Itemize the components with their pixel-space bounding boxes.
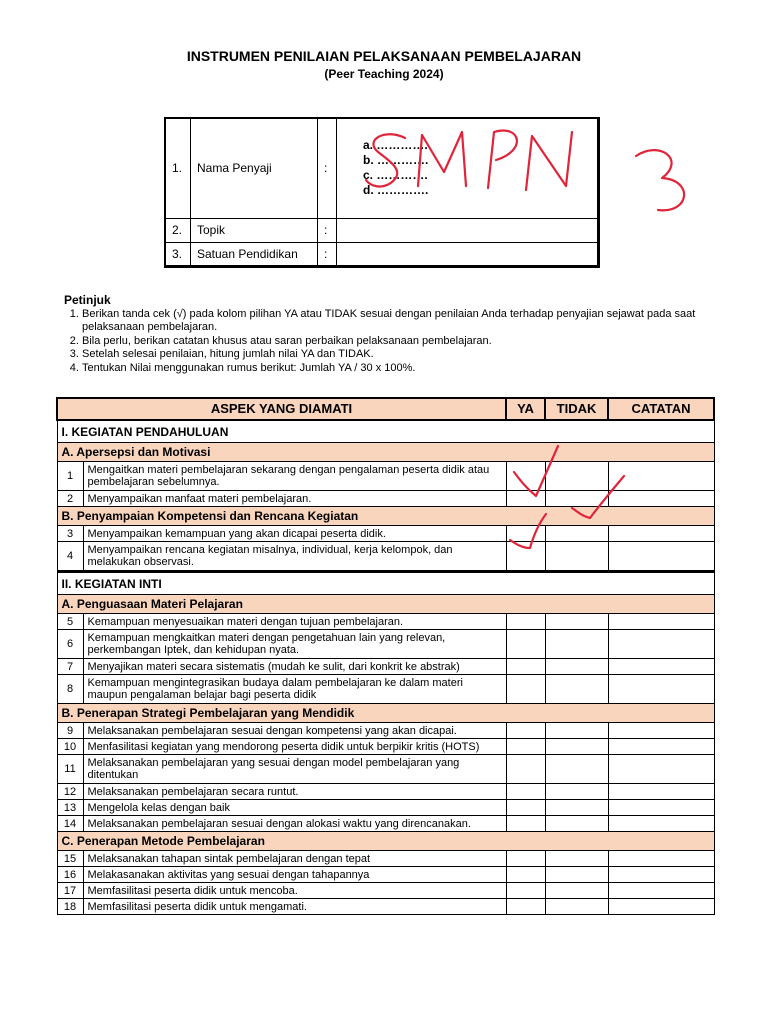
tidak-cell[interactable] xyxy=(545,462,608,491)
subsection-row xyxy=(57,832,714,851)
subsection-row xyxy=(57,595,714,614)
tidak-cell[interactable] xyxy=(545,867,608,883)
tidak-cell[interactable] xyxy=(545,659,608,675)
catatan-cell[interactable] xyxy=(608,526,714,542)
ya-cell[interactable] xyxy=(506,723,545,739)
tidak-cell[interactable] xyxy=(545,675,608,704)
tidak-cell[interactable] xyxy=(545,630,608,659)
table-row xyxy=(57,883,714,899)
item-number: 1 xyxy=(57,462,83,491)
item-text: Kemampuan menyesuaikan materi dengan tujuan pembelajaran. xyxy=(83,614,506,630)
item-number: 15 xyxy=(57,851,83,867)
table-row xyxy=(57,723,714,739)
ya-cell[interactable] xyxy=(506,630,545,659)
ya-cell[interactable] xyxy=(506,491,545,507)
table-row xyxy=(57,899,714,915)
ya-cell[interactable] xyxy=(506,851,545,867)
ya-cell[interactable] xyxy=(506,867,545,883)
ya-cell[interactable] xyxy=(506,542,545,572)
tidak-cell[interactable] xyxy=(545,816,608,832)
topic-field[interactable] xyxy=(337,218,599,242)
tidak-cell[interactable] xyxy=(545,491,608,507)
header-catatan: CATATAN xyxy=(608,398,714,420)
name-field[interactable] xyxy=(337,118,599,218)
table-row xyxy=(57,800,714,816)
table-row xyxy=(57,491,714,507)
subsection-title: A. Penguasaan Materi Pelajaran xyxy=(57,595,714,614)
header-ya: YA xyxy=(506,398,545,420)
table-row xyxy=(57,867,714,883)
ya-cell[interactable] xyxy=(506,659,545,675)
tidak-cell[interactable] xyxy=(545,883,608,899)
item-text: Memfasilitasi peserta didik untuk mengamati. xyxy=(83,899,506,915)
item-text: Menyampaikan rencana kegiatan misalnya, individual, kerja kelompok, dan melakukan observasi. xyxy=(83,542,506,572)
item-number: 7 xyxy=(57,659,83,675)
colon: : xyxy=(318,242,337,266)
item-number: 18 xyxy=(57,899,83,915)
item-text: Menyajikan materi secara sistematis (mudah ke sulit, dari konkrit ke abstrak) xyxy=(83,659,506,675)
subsection-title: B. Penerapan Strategi Pembelajaran yang Mendidik xyxy=(57,704,714,723)
row-number: 3. xyxy=(165,242,191,266)
table-row xyxy=(57,851,714,867)
ya-cell[interactable] xyxy=(506,899,545,915)
row-number: 1. xyxy=(165,118,191,218)
ya-cell[interactable] xyxy=(506,755,545,784)
item-number: 11 xyxy=(57,755,83,784)
name-option: c. …………. xyxy=(363,168,428,183)
item-number: 2 xyxy=(57,491,83,507)
document-subtitle: (Peer Teaching 2024) xyxy=(324,67,444,81)
tidak-cell[interactable] xyxy=(545,851,608,867)
item-number: 12 xyxy=(57,784,83,800)
instruction-item: 2. Bila perlu, berikan catatan khusus atau saran perbaikan pelaksanaan pembelajaran. xyxy=(82,335,724,349)
instruction-item: 3. Setelah selesai penilaian, hitung jumlah nilai YA dan TIDAK. xyxy=(82,348,724,362)
assessment-table xyxy=(56,397,715,915)
school-field[interactable] xyxy=(337,242,599,266)
ya-cell[interactable] xyxy=(506,675,545,704)
ya-cell[interactable] xyxy=(506,614,545,630)
ya-cell[interactable] xyxy=(506,462,545,491)
catatan-cell[interactable] xyxy=(608,630,714,659)
item-number: 5 xyxy=(57,614,83,630)
section-row xyxy=(57,572,714,595)
school-label: Satuan Pendidikan xyxy=(191,242,318,266)
name-option: b. …………. xyxy=(363,153,429,168)
table-header xyxy=(57,398,714,420)
subsection-row xyxy=(57,443,714,462)
name-option: a. …………. xyxy=(363,138,428,153)
item-text: Kemampuan mengkaitkan materi dengan pengetahuan lain yang relevan, perkembangan Iptek, dan kehidupan nyata. xyxy=(83,630,506,659)
identity-row-school xyxy=(165,242,599,266)
instruction-item: 4. Tentukan Nilai menggunakan rumus berikut: Jumlah YA / 30 x 100%. xyxy=(82,362,724,376)
catatan-cell[interactable] xyxy=(608,755,714,784)
tidak-cell[interactable] xyxy=(545,723,608,739)
tidak-cell[interactable] xyxy=(545,899,608,915)
item-text: Memfasilitasi peserta didik untuk mencoba. xyxy=(83,883,506,899)
item-text: Melaksanakan pembelajaran yang sesuai dengan model pembelajaran yang ditentukan xyxy=(83,755,506,784)
instructions-heading: Petinjuk xyxy=(64,293,111,307)
tidak-cell[interactable] xyxy=(545,614,608,630)
tidak-cell[interactable] xyxy=(545,800,608,816)
catatan-cell[interactable] xyxy=(608,723,714,739)
table-row xyxy=(57,675,714,704)
item-number: 13 xyxy=(57,800,83,816)
colon: : xyxy=(318,118,337,218)
header-tidak: TIDAK xyxy=(545,398,608,420)
catatan-cell[interactable] xyxy=(608,883,714,899)
item-text: Mengelola kelas dengan baik xyxy=(83,800,506,816)
ya-cell[interactable] xyxy=(506,883,545,899)
ya-cell[interactable] xyxy=(506,739,545,755)
item-number: 3 xyxy=(57,526,83,542)
item-number: 17 xyxy=(57,883,83,899)
row-number: 2. xyxy=(165,218,191,242)
ya-cell[interactable] xyxy=(506,784,545,800)
name-options xyxy=(343,138,591,198)
table-row xyxy=(57,462,714,491)
table-row xyxy=(57,816,714,832)
catatan-cell[interactable] xyxy=(608,851,714,867)
section-row xyxy=(57,420,714,443)
tidak-cell[interactable] xyxy=(545,739,608,755)
catatan-cell[interactable] xyxy=(608,899,714,915)
catatan-cell[interactable] xyxy=(608,614,714,630)
table-row xyxy=(57,614,714,630)
item-number: 4 xyxy=(57,542,83,572)
item-number: 14 xyxy=(57,816,83,832)
item-number: 8 xyxy=(57,675,83,704)
tidak-cell[interactable] xyxy=(545,526,608,542)
catatan-cell[interactable] xyxy=(608,816,714,832)
identity-table xyxy=(164,117,600,268)
topic-label: Topik xyxy=(191,218,318,242)
subsection-row xyxy=(57,507,714,526)
item-number: 9 xyxy=(57,723,83,739)
catatan-cell[interactable] xyxy=(608,491,714,507)
colon: : xyxy=(318,218,337,242)
catatan-cell[interactable] xyxy=(608,800,714,816)
tidak-cell[interactable] xyxy=(545,755,608,784)
item-text: Menyampaikan kemampuan yang akan dicapai peserta didik. xyxy=(83,526,506,542)
subsection-title: C. Penerapan Metode Pembelajaran xyxy=(57,832,714,851)
item-number: 16 xyxy=(57,867,83,883)
identity-row-name xyxy=(165,118,599,218)
item-text: Melaksanakan pembelajaran secara runtut. xyxy=(83,784,506,800)
tidak-cell[interactable] xyxy=(545,542,608,572)
item-text: Melaksanakan pembelajaran sesuai dengan kompetensi yang akan dicapai. xyxy=(83,723,506,739)
section-title: II. KEGIATAN INTI xyxy=(57,572,714,595)
table-row xyxy=(57,755,714,784)
header-aspek: ASPEK YANG DIAMATI xyxy=(57,398,506,420)
table-row xyxy=(57,630,714,659)
name-label: Nama Penyaji xyxy=(191,118,318,218)
table-row xyxy=(57,784,714,800)
item-text: Menfasilitasi kegiatan yang mendorong peserta didik untuk berpikir kritis (HOTS) xyxy=(83,739,506,755)
subsection-title: A. Apersepsi dan Motivasi xyxy=(57,443,714,462)
item-text: Menyampaikan manfaat materi pembelajaran. xyxy=(83,491,506,507)
item-text: Melakasanakan aktivitas yang sesuai dengan tahapannya xyxy=(83,867,506,883)
table-row xyxy=(57,526,714,542)
table-row xyxy=(57,659,714,675)
document-title: INSTRUMEN PENILAIAN PELAKSANAAN PEMBELAJARAN xyxy=(186,48,582,64)
item-number: 10 xyxy=(57,739,83,755)
ya-cell[interactable] xyxy=(506,800,545,816)
tidak-cell[interactable] xyxy=(545,784,608,800)
catatan-cell[interactable] xyxy=(608,542,714,572)
item-number: 6 xyxy=(57,630,83,659)
subsection-title: B. Penyampaian Kompetensi dan Rencana Kegiatan xyxy=(57,507,714,526)
catatan-cell[interactable] xyxy=(608,462,714,491)
instructions xyxy=(64,294,724,375)
subsection-row xyxy=(57,704,714,723)
catatan-cell[interactable] xyxy=(608,659,714,675)
item-text: Melaksanakan pembelajaran sesuai dengan alokasi waktu yang direncanakan. xyxy=(83,816,506,832)
section-title: I. KEGIATAN PENDAHULUAN xyxy=(57,420,714,443)
catatan-cell[interactable] xyxy=(608,784,714,800)
item-text: Kemampuan mengintegrasikan budaya dalam pembelajaran ke dalam materi maupun pengalaman belajar bagi peserta didik xyxy=(83,675,506,704)
identity-row-topic xyxy=(165,218,599,242)
catatan-cell[interactable] xyxy=(608,675,714,704)
table-row xyxy=(57,542,714,572)
name-option: d. …………. xyxy=(363,183,429,198)
table-row xyxy=(57,739,714,755)
item-text: Mengaitkan materi pembelajaran sekarang dengan pengalaman peserta didik atau pembelajaran sebelumnya. xyxy=(83,462,506,491)
item-text: Melaksanakan tahapan sintak pembelajaran dengan tepat xyxy=(83,851,506,867)
instruction-item: 1. Berikan tanda cek (√) pada kolom pilihan YA atau TIDAK sesuai dengan penilaian Anda terhadap penyajian sejawat pada saat pelaksanaan pembelajaran. xyxy=(82,308,724,335)
catatan-cell[interactable] xyxy=(608,867,714,883)
ya-cell[interactable] xyxy=(506,816,545,832)
instructions-list xyxy=(64,308,724,376)
ya-cell[interactable] xyxy=(506,526,545,542)
catatan-cell[interactable] xyxy=(608,739,714,755)
